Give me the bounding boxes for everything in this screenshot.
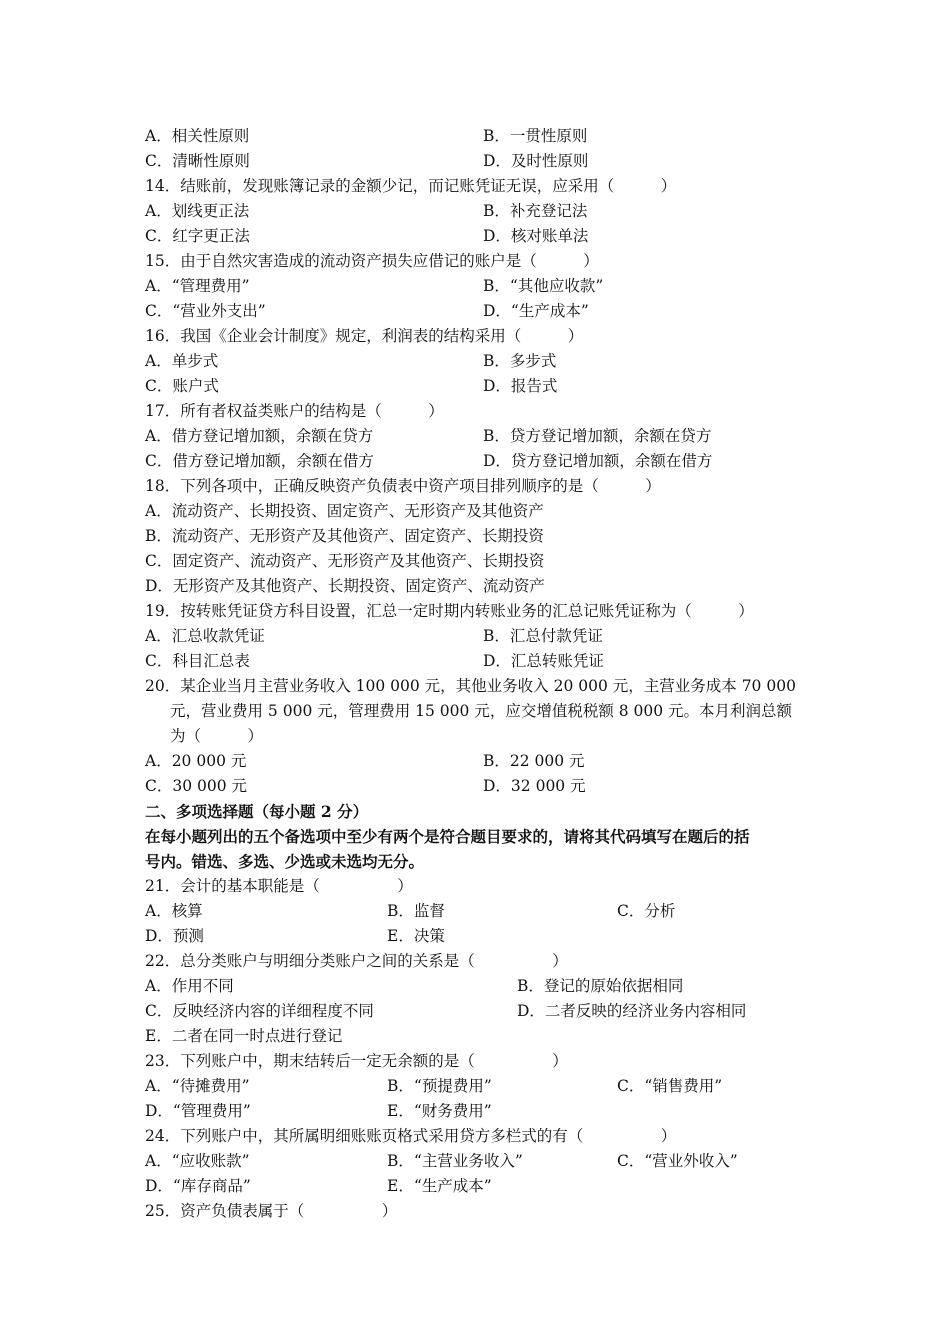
q23-option-a: A．“待摊费用” <box>145 1077 250 1095</box>
q14-options-row2 <box>0 224 950 249</box>
q20-stem-line3 <box>0 724 950 749</box>
q21-option-d: D．预测 <box>145 927 204 945</box>
section-instruction: 在每小题列出的五个备选项中至少有两个是符合题目要求的，请将其代码填写在题后的括 <box>145 827 750 846</box>
q19-option-c: C．科目汇总表 <box>145 652 250 670</box>
q20-options-row1 <box>0 749 950 774</box>
q24-option-e: E．“生产成本” <box>387 1177 492 1195</box>
section-instruction-continued: 号内。错选、多选、少选或未选均无分。 <box>145 852 425 871</box>
q21-option-a: A．核算 <box>145 902 203 920</box>
q21-options-row2 <box>0 924 950 949</box>
q20-option-a: A．20 000 元 <box>145 752 247 770</box>
q15-option-d: D．“生产成本” <box>483 302 589 320</box>
q14-option-b: B．补充登记法 <box>483 202 588 220</box>
q15-option-b: B．“其他应收款” <box>483 277 604 295</box>
q15-options-row2 <box>0 299 950 324</box>
question-stem-continued: 元，营业费用 5 000 元，管理费用 15 000 元，应交增值税税额 8 000 元。本月利润总额 <box>170 702 793 720</box>
q24-stem <box>0 1124 950 1149</box>
q16-option-b: B．多步式 <box>483 352 557 370</box>
q17-option-c: C．借方登记增加额，余额在借方 <box>145 452 374 470</box>
q17-options-row2 <box>0 449 950 474</box>
q18-option-c: C．固定资产、流动资产、无形资产及其他资产、长期投资 <box>145 552 545 570</box>
q20-stem-line2 <box>0 699 950 724</box>
q22-options-row1 <box>0 974 950 999</box>
q13-option-d: D．及时性原则 <box>483 152 589 170</box>
q14-option-c: C．红字更正法 <box>145 227 250 245</box>
q16-options-row1 <box>0 349 950 374</box>
q22-option-b: B．登记的原始依据相同 <box>517 977 684 995</box>
q17-stem <box>0 399 950 424</box>
q22-option-a: A．作用不同 <box>145 977 234 995</box>
question-stem: 20．某企业当月主营业务收入 100 000 元，其他业务收入 20 000 元，主营业务成本 70 000 <box>145 677 796 695</box>
question-stem: 16．我国《企业会计制度》规定，利润表的结构采用（ ） <box>145 327 584 345</box>
section-title: 二、多项选择题（每小题 2 分） <box>145 802 369 821</box>
q23-option-b: B．“预提费用” <box>387 1077 492 1095</box>
q16-stem <box>0 324 950 349</box>
q21-option-c: C．分析 <box>617 902 676 920</box>
question-stem: 22．总分类账户与明细分类账户之间的关系是（ ） <box>145 952 568 970</box>
q22-option-c: C．反映经济内容的详细程度不同 <box>145 1002 374 1020</box>
question-stem: 15．由于自然灾害造成的流动资产损失应借记的账户是（ ） <box>145 252 599 270</box>
q21-options-row1 <box>0 899 950 924</box>
q13-option-c: C．清晰性原则 <box>145 152 250 170</box>
q21-stem <box>0 874 950 899</box>
q17-options-row1 <box>0 424 950 449</box>
q17-option-a: A．借方登记增加额，余额在贷方 <box>145 427 374 445</box>
q23-stem <box>0 1049 950 1074</box>
q19-options-row1 <box>0 624 950 649</box>
q24-options-row1 <box>0 1149 950 1174</box>
q24-option-c: C．“营业外收入” <box>617 1152 738 1170</box>
q15-options-row1 <box>0 274 950 299</box>
q19-options-row2 <box>0 649 950 674</box>
q18-option-b-row <box>0 524 950 549</box>
q24-options-row2 <box>0 1174 950 1199</box>
q14-options-row1 <box>0 199 950 224</box>
section2-instruction-line2 <box>0 849 950 874</box>
q25-stem <box>0 1199 950 1224</box>
q18-option-a: A．流动资产、长期投资、固定资产、无形资产及其他资产 <box>145 502 544 520</box>
q14-option-a: A．划线更正法 <box>145 202 250 220</box>
question-stem: 17．所有者权益类账户的结构是（ ） <box>145 402 444 420</box>
question-stem: 24．下列账户中，其所属明细账账页格式采用贷方多栏式的有（ ） <box>145 1127 677 1145</box>
q15-option-c: C．“营业外支出” <box>145 302 266 320</box>
q18-option-c-row <box>0 549 950 574</box>
q19-option-b: B．汇总付款凭证 <box>483 627 603 645</box>
q23-option-d: D．“管理费用” <box>145 1102 251 1120</box>
q24-option-a: A．“应收账款” <box>145 1152 250 1170</box>
question-stem: 19．按转账凭证贷方科目设置，汇总一定时期内转账业务的汇总记账凭证称为（ ） <box>145 602 754 620</box>
q17-option-d: D．贷方登记增加额，余额在借方 <box>483 452 713 470</box>
q17-option-b: B．贷方登记增加额，余额在贷方 <box>483 427 712 445</box>
q20-option-d: D．32 000 元 <box>483 777 586 795</box>
q23-options-row1 <box>0 1074 950 1099</box>
q18-option-a-row <box>0 499 950 524</box>
q19-stem <box>0 599 950 624</box>
q23-options-row2 <box>0 1099 950 1124</box>
q20-option-c: C．30 000 元 <box>145 777 248 795</box>
q18-option-b: B．流动资产、无形资产及其他资产、固定资产、长期投资 <box>145 527 544 545</box>
q20-options-row2 <box>0 774 950 799</box>
section2-instruction-line1 <box>0 824 950 849</box>
q19-option-d: D．汇总转账凭证 <box>483 652 604 670</box>
q13-option-b: B．一贯性原则 <box>483 127 588 145</box>
q18-option-d-row <box>0 574 950 599</box>
q23-option-e: E．“财务费用” <box>387 1102 492 1120</box>
q16-option-a: A．单步式 <box>145 352 219 370</box>
q22-stem <box>0 949 950 974</box>
q20-stem-line1 <box>0 674 950 699</box>
q24-option-d: D．“库存商品” <box>145 1177 251 1195</box>
question-stem: 25．资产负债表属于（ ） <box>145 1202 398 1220</box>
q22-option-e: E．二者在同一时点进行登记 <box>145 1027 343 1045</box>
q15-option-a: A．“管理费用” <box>145 277 250 295</box>
q22-options-row3 <box>0 1024 950 1049</box>
question-stem: 23．下列账户中，期末结转后一定无余额的是（ ） <box>145 1052 568 1070</box>
q22-option-d: D．二者反映的经济业务内容相同 <box>517 1002 747 1020</box>
q13-options-row1 <box>0 124 950 149</box>
q23-option-c: C．“销售费用” <box>617 1077 723 1095</box>
q24-option-b: B．“主营业务收入” <box>387 1152 523 1170</box>
q14-option-d: D．核对账单法 <box>483 227 589 245</box>
section2-title-row <box>0 799 950 824</box>
q18-option-d: D．无形资产及其他资产、长期投资、固定资产、流动资产 <box>145 577 545 595</box>
question-stem: 21．会计的基本职能是（ ） <box>145 877 413 895</box>
question-stem: 18．下列各项中，正确反映资产负债表中资产项目排列顺序的是（ ） <box>145 477 661 495</box>
q15-stem <box>0 249 950 274</box>
q13-options-row2 <box>0 149 950 174</box>
q21-option-e: E．决策 <box>387 927 445 945</box>
q20-option-b: B．22 000 元 <box>483 752 585 770</box>
q21-option-b: B．监督 <box>387 902 445 920</box>
q16-options-row2 <box>0 374 950 399</box>
q22-options-row2 <box>0 999 950 1024</box>
q13-option-a: A．相关性原则 <box>145 127 250 145</box>
q18-stem <box>0 474 950 499</box>
question-stem: 14．结账前，发现账簿记录的金额少记，而记账凭证无误，应采用（ ） <box>145 177 677 195</box>
q16-option-d: D．报告式 <box>483 377 558 395</box>
q16-option-c: C．账户式 <box>145 377 219 395</box>
q19-option-a: A．汇总收款凭证 <box>145 627 265 645</box>
q14-stem <box>0 174 950 199</box>
question-stem-continued: 为（ ） <box>170 727 264 745</box>
